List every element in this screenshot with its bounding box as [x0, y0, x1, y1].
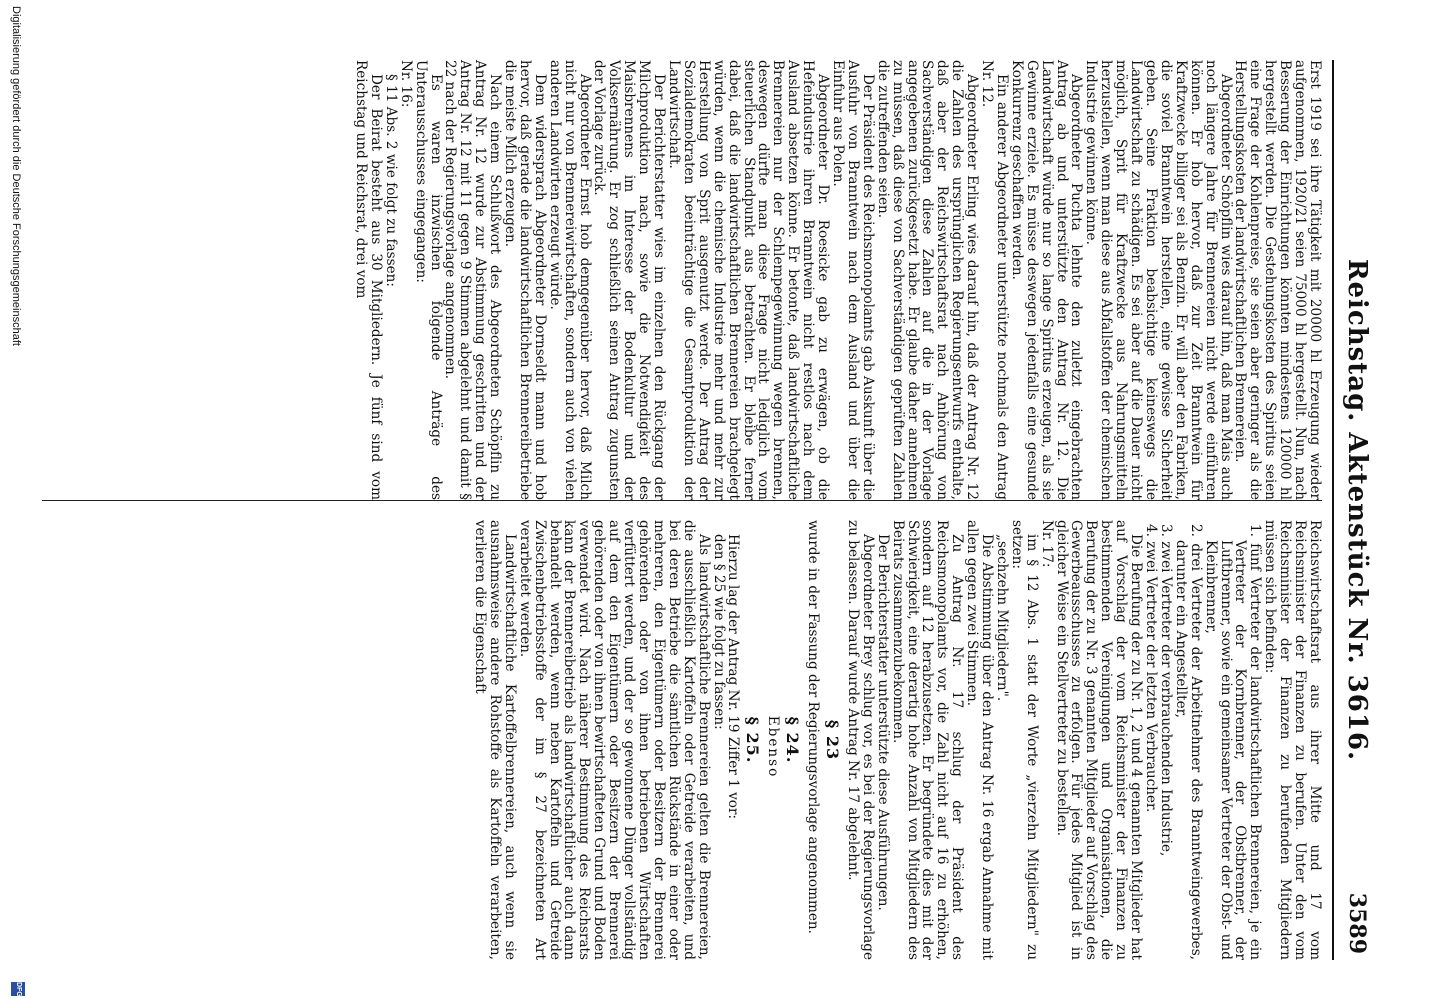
paragraph: Abgeordneter Puchta lehnte den zuletzt eingebrachten Antrag ab und unterstützte den Antrag Nr. 12. Die Landwirtschaft würde nur so lange Spiritus erzeugen, als sie Gewinne erziele. Es müsse deswegen jedenfalls eine gesunde Konkurrenz geschaffen werden.: [1008, 60, 1085, 500]
section-heading-25: § 25.: [743, 716, 763, 764]
paragraph: „sechzehn Mitgliedern".: [993, 534, 1010, 702]
paragraph: Als landwirtschaftliche Brennereien gelten die Brennereien, die ausschließlich Kartoffeln oder Getreide verarbeiten, und bei deren Betriebe die sämtlichen Rückstände in einer oder mehreren, den Eigentümern oder Besitzern der Brennerei gehörenden oder von ihnen betriebenen Wirtschaften verfüttert werden, und der so gewonnene Dünger vollständig auf dem den Eigentümern oder Besitzern der Brennerei gehörenden oder von ihnen bewirtschafteten Grund und Boden verwendet wird. Nach näherer Bestimmung des Reichsrats kann der Brennereibetrieb als landwirtschaftlicher auch dann behandelt werden, wenn neben Kartoffeln und Getreide Zwischenbetriebsstoffe der im § 27 bezeichneten Art verarbeitet werden.: [516, 520, 712, 960]
paragraph: Der Präsident des Reichsmonopolamts gab Auskunft über die Ausfuhr von Branntwein nach dem Ausland und über die Einfuhr aus Polen.: [830, 60, 876, 500]
paragraph: Ebenso: [765, 715, 782, 779]
page-title: Reichstag. Aktenstück Nr. 3616.: [1342, 258, 1372, 762]
right-column: [472, 520, 1322, 960]
credit-text: Digitalisierung gefördert durch die Deutsche Forschungsgemeinschaft: [10, 6, 22, 346]
paragraph: Nr. 16:: [397, 60, 414, 108]
list-item: 3. zwei Vertreter der verbrauchenden Industrie,: [1157, 524, 1174, 857]
paragraph: Die Abstimmung über den Antrag Nr. 16 ergab Annahme mit allen gegen zwei Stimmen.: [964, 520, 996, 960]
paragraph: Abgeordneter Erling wies darauf hin, daß der Antrag Nr. 12 die Zahlen des ursprünglichen Regierungsentwurfs enthalte, daß aber der Reichswirtschaftsrat nach Anhörung von Sachverständigen diese Zahlen auf die in der Vorlage angegebenen zurückgesetzt habe. Er glaube daher annehmen zu müssen, daß diese von Sachverständigen geprüften Zahlen die zutreffenden seien.: [874, 60, 981, 500]
paragraph: Abgeordneter Brey schlug vor, es bei der Regierungsvorlage zu belassen. Darauf wurde Antrag Nr. 17 abgelehnt.: [844, 520, 876, 960]
paragraph: Zu Antrag Nr. 17 schlug der Präsident des Reichsmonopolamts vor, die Zahl nicht auf 16 zu erhöhen, sondern auf 12 herabzusetzen. Er begründete dies mit der Schwierigkeit, eine derartig hohe Anzahl von Mitgliedern des Beirats zusammenzubekommen.: [889, 520, 966, 960]
page-number: 3589: [1344, 892, 1370, 954]
paragraph: Ein anderer Abgeordneter unterstützte nochmals den Antrag Nr. 12.: [979, 60, 1010, 500]
section-heading-24: § 24.: [783, 716, 803, 764]
list-item: 2. drei Vertreter der Arbeitnehmer des Branntweingewerbes, darunter ein Angestellter,: [1172, 524, 1204, 960]
paragraph: Dem widersprach Abgeordneter Dornseldt mann und hob hervor, daß gerade die landwirtschaftlichen Brennereibetriebe die meiste Milch erzeugen.: [502, 60, 548, 500]
paragraph: Abgeordneter Dr. Roesicke gab zu erwägen, ob die Hefeindustrie ihren Branntwein nicht restlos nach dem Ausland absetzen könne. Er betonte, daß landwirtschaftliche Brennereien nur der Schlempegewinnung wegen brennen, deswegen dürfte man diese Frage nicht lediglich vom steuerlichen Standpunkt aus betrachten. Er bleibe ferner dabei, daß die landwirtschaftlichen Brennereien brachgelegt würden, wenn die chemische Industrie mehr und mehr zur Herstellung von Sprit ausgenutzt werde. Der Antrag der Sozialdemokraten beeinträchtige die Gesamtproduktion der Landwirtschaft.: [666, 60, 832, 500]
paragraph: wurde in der Fassung der Regierungsvorlage angenommen.: [805, 520, 822, 934]
paragraph: § 11 Abs. 2 wie folgt zu fassen:: [382, 74, 399, 287]
paragraph: Es waren inzwischen folgende Anträge des Unterausschusses eingegangen:: [412, 60, 444, 500]
paragraph: Der Beirat besteht aus 30 Mitgliedern. Je fünf sind vom Reichstag und Reichsrat, drei vom: [353, 60, 384, 500]
paragraph: Nach einem Schlußwort des Abgeordneten Schöpflin zu Antrag Nr. 12 wurde zur Abstimmung geschritten und der Antrag Nr. 12 mit 11 gegen 9 Stimmen abgelehnt und damit § 22 nach der Regierungsvorlage angenommen.: [442, 60, 504, 500]
list-item: 1. fünf Vertreter der landwirtschaftlichen Brennereien, je ein Vertreter der Kornbrenner, der Obstbrenner, der Luftbrenner, sowie ein gemeinsamer Vertreter der Obst- und Kleinbrenner,: [1202, 524, 1264, 960]
paragraph: den § 25 wie folgt zu fassen:: [710, 534, 727, 730]
dfg-logo-icon: DFG: [11, 982, 25, 996]
paragraph: Landwirtschaftliche Kartoffelbrennereien, auch wenn sie ausnahmsweise andere Rohstoffe als Kartoffeln verarbeiten, verlieren die Eigenschaft: [472, 520, 518, 960]
paragraph: Die Berufung der zu Nr. 1, 2 und 4 genannten Mitglieder hat auf Vorschlag der vom Reichsminister der Finanzen zu bestimmenden Vereinigungen und Organisationen, die Berufung der zu Nr. 3 genannten Mitglieder auf Vorschlag des Gewerbeausschusses zu erfolgen. Für jedes Mitglied ist in gleicher Weise ein Stellvertreter zu bestellen.: [1053, 520, 1145, 960]
section-heading-23: § 23: [823, 719, 842, 761]
paragraph: Erst 1919 sei ihre Tätigkeit mit 20000 hl Erzeugung wieder aufgenommen, 1920/21 seien 75000 hl hergestellt. Nun, nach Besserung der Einrichtungen könnten mindestens 120000 hl hergestellt werden. Die Gestehungskosten des Spiritus seien eine Frage der Kohlenpreise, sie seien aber geringer als die Herstellungskosten der landwirtschaftlichen Brennereien.: [1232, 60, 1323, 500]
paragraph: im § 12 Abs. 1 statt der Worte „vierzehn Mitgliedern" zu setzen:: [1008, 520, 1040, 960]
paragraph: Nr. 17:: [1038, 520, 1055, 568]
paragraph: Der Berichterstatter wies im einzelnen den Rückgang der Milchproduktion nach, sowie die Notwendigkeit des Maisbrennens im Interesse der Bodenkultur und der Volksernährung. Er zog schließlich seinen Antrag zugunsten der Vorlage zurück.: [591, 60, 668, 500]
column-divider: [42, 500, 1322, 501]
paragraph: Abgeordneter Ernst hob demgegenüber hervor, daß Milch nicht nur von Brennereiwirtschaften, sondern auch von vielen anderen Landwirten erzeugt würde.: [546, 60, 593, 500]
paragraph: Reichswirtschaftsrat aus ihrer Mitte und 17 vom Reichsminister der Finanzen zu berufen. Unter den vom Reichsminister der Finanzen zu berufenden Mitgliedern müssen sich befinden:: [1262, 520, 1323, 960]
paragraph: Der Berichterstatter unterstützte diese Ausführungen.: [874, 534, 891, 911]
page-header: [1332, 60, 1374, 960]
list-item: 4. zwei Vertreter der letzten Verbraucher.: [1143, 524, 1160, 813]
paragraph: Hierzu lag der Antrag Nr. 19 Ziffer 1 vor:: [725, 534, 742, 820]
paragraph: Abgeordneter Schöpflin wies darauf hin, daß man Mais auch noch längere Jahre für Brennereien nicht werde einführen können. Er hob hervor, daß zur Zeit Branntwein für Kraftzwecke billiger sei als Benzin. Er will aber den Fabriken, die soviel Branntwein herstellen, eine gewisse Sicherheit geben. Seine Fraktion beabsichtige keineswegs die Landwirtschaft zu schädigen. Es sei aber auf die Dauer nicht möglich, Sprit für Kraftzwecke aus Nahrungsmitteln herzustellen, wenn man diese aus Abfallstoffen der chemischen Industrie gewinnen könne.: [1083, 60, 1234, 500]
left-column: [353, 60, 1322, 500]
